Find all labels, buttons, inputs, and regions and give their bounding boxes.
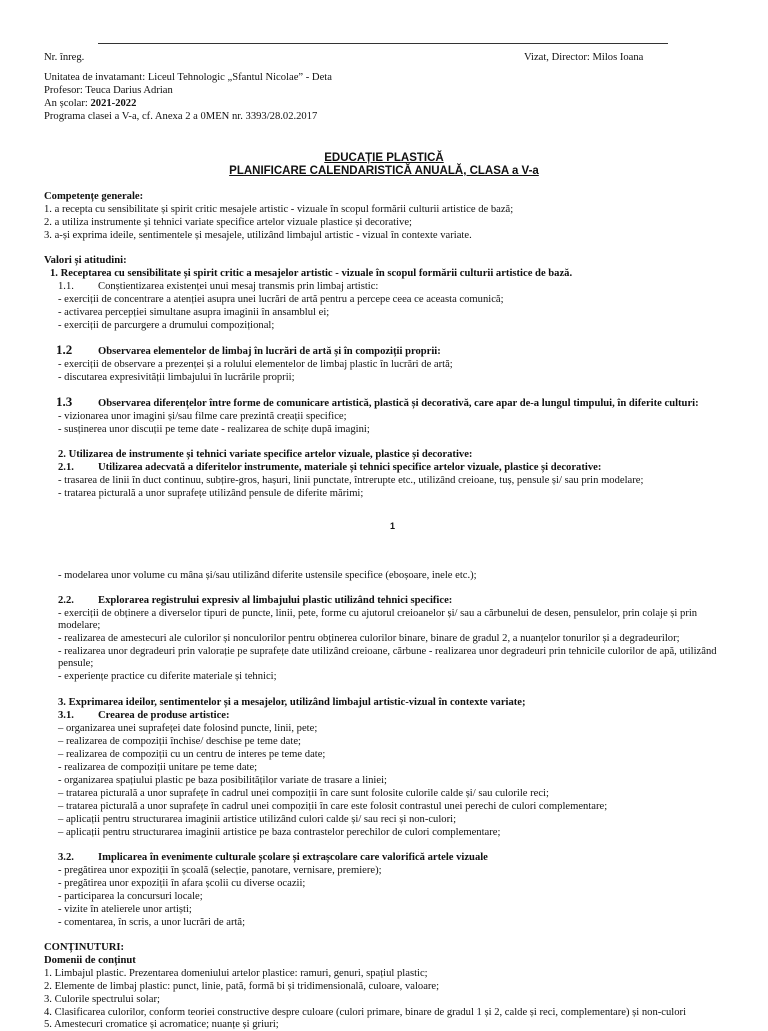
activity-item: – tratarea picturală a unor suprafețe în cadrul unei compoziții în care sunt folosite culorile calde și/ sau culorile reci; (58, 788, 549, 799)
competence-2-title: 2. Utilizarea de instrumente și tehnici variate specifice artelor vizuale, plastice și decorative: (58, 449, 473, 460)
page-number: 1 (390, 521, 396, 531)
competence-item: 2. a utiliza instrumente și tehnici variate specifice artelor vizuale plastice și decorative; (44, 217, 412, 228)
competence-2-1-title: Utilizarea adecvată a diferitelor instrumente, materiale și tehnici specifice artelor vizuale, plastice și decorative: (98, 462, 602, 473)
activity-item: - realizarea unor degradeuri prin valorație pe suprafețe date utilizând creioane, cărbune - realizarea unor degradeuri prin tehnicile culorilor de apă, utilizând (58, 646, 717, 657)
school-year-label: An școlar: (44, 98, 91, 109)
activity-item: – tratarea picturală a unor suprafețe în cadrul unei compoziții în care este folosit contrastul unei perechi de culori complementare; (58, 801, 608, 812)
activity-item: - comentarea, în scris, a unor lucrări de artă; (58, 917, 246, 928)
plan-title: PLANIFICARE CALENDARISTICĂ ANUALĂ, CLASA a V-a (229, 165, 539, 177)
activity-item: - discutarea expresivității limbajului în lucrările proprii; (58, 372, 295, 383)
competence-2-1-number: 2.1. (58, 462, 74, 473)
continuturi-heading: CONȚINUTURI: (44, 942, 125, 953)
competence-3-2-number: 3.2. (58, 852, 74, 863)
activity-item: – aplicații pentru structurarea imaginii artistice utilizând culori calde și/ sau reci și non-culori; (58, 814, 457, 825)
competence-1-3-number: 1.3 (56, 394, 73, 409)
registration-number: Nr. înreg. (44, 52, 85, 63)
school-unit: Unitatea de invatamant: Liceul Tehnologic „Sfantul Nicolae” - Deta (44, 72, 332, 83)
school-year-value: 2021-2022 (90, 98, 137, 109)
competence-3-1-number: 3.1. (58, 710, 74, 721)
activity-item: - realizarea de amestecuri ale culorilor și nonculorilor pentru obținerea culorilor binare, binare de gradul 2, a nuanțelor tonurilor și a degradeurilor; (58, 633, 680, 644)
director-approval: Vizat, Director: Milos Ioana (524, 52, 644, 63)
activity-item: – realizarea de compoziții închise/ deschise pe teme date; (58, 736, 301, 747)
content-domains-heading: Domenii de conținut (44, 955, 136, 966)
activity-item: - exerciții de obținere a diverselor tipuri de puncte, linii, pete, forme cu ajutorul creioanelor și/ sau a cărbunelui de desen, pensulelor, prin colaje și prin (58, 608, 698, 619)
competence-item: 1. a recepta cu sensibilitate și spirit critic mesajele artistic - vizuale în scopul formării culturii artistice de bază; (44, 204, 514, 215)
activity-item: - exerciții de observare a prezenței și a rolului elementelor de limbaj plastic în lucrări de artă; (58, 359, 453, 370)
activity-item: - modelarea unor volume cu mâna și/sau utilizând diferite ustensile specifice (eboșoare, inele etc.); (58, 570, 477, 581)
activity-item: - exerciții de parcurgere a drumului compozițional; (58, 320, 275, 331)
activity-item: - pregătirea unor expoziții în afara școlii cu diverse ocazii; (58, 878, 306, 889)
activity-item: modelare; (58, 620, 101, 631)
competence-1-title: 1. Receptarea cu sensibilitate și spirit critic a mesajelor artistic - vizuale în scopul formării culturii artistice de bază. (50, 268, 573, 279)
activity-item: - trasarea de linii în duct continuu, subțire-gros, hașuri, linii punctate, întrerupte etc., utilizând creioane, tuș, pensule și/ sau prin modelare; (58, 475, 644, 486)
activity-item: - organizarea spațiului plastic pe baza posibilităților variate de trasare a liniei; (58, 775, 387, 786)
competence-3-2-title: Implicarea în evenimente culturale școlare și extrașcolare care valorifică artele vizuale (98, 852, 488, 863)
competence-1-2-title: Observarea elementelor de limbaj în lucrări de artă și în compoziții proprii: (98, 346, 441, 357)
school-year (44, 98, 136, 110)
activity-item: - pregătirea unor expoziții în școală (selecție, panotare, vernisare, premiere); (58, 865, 382, 876)
valori-heading: Valori și atitudini: (44, 255, 127, 266)
competence-2-2-title: Explorarea registrului expresiv al limbajului plastic utilizând tehnici specifice: (98, 595, 453, 606)
activity-item: - tratarea picturală a unor suprafețe utilizând pensule de diferite mărimi; (58, 488, 364, 499)
subject-title: EDUCAȚIE PLASTICĂ (324, 152, 444, 164)
curriculum-reference: Programa clasei a V-a, cf. Anexa 2 a 0MEN nr. 3393/28.02.2017 (44, 111, 318, 122)
activity-item: – organizarea unei suprafeței date folosind puncte, linii, pete; (58, 723, 318, 734)
content-item: 5. Amestecuri cromatice și acromatice; nuanțe și griuri; (44, 1019, 279, 1030)
activity-item: - susținerea unor discuții pe teme date - realizarea de schițe după imagini; (58, 424, 370, 435)
activity-item: - realizarea de compoziții unitare pe teme date; (58, 762, 258, 773)
activity-item: - activarea percepției simultane asupra imaginii în ansamblul ei; (58, 307, 330, 318)
content-item: 4. Clasificarea culorilor, conform teoriei constructive despre culoare (culori primare, binare de gradul 1 și 2, calde și reci, complementare) și non-culori (44, 1007, 687, 1018)
activity-item: - participarea la concursuri locale; (58, 891, 203, 902)
activity-item: – realizarea de compoziții cu un centru de interes pe teme date; (58, 749, 326, 760)
competence-2-2-number: 2.2. (58, 595, 74, 606)
competence-3-1-title: Crearea de produse artistice: (98, 710, 230, 721)
activity-item: - experiențe practice cu diferite materiale și tehnici; (58, 671, 277, 682)
competence-3-title: 3. Exprimarea ideilor, sentimentelor și a mesajelor, utilizând limbajul artistic-vizual în contexte variate; (58, 697, 526, 708)
content-item: 1. Limbajul plastic. Prezentarea domeniului artelor plastice: ramuri, genuri, spațiul plastic; (44, 968, 428, 979)
activity-item: - vizionarea unor imagini și/sau filme care prezintă creații specifice; (58, 411, 347, 422)
competence-1-1-title: Conștientizarea existenței unui mesaj transmis prin limbaj artistic: (98, 281, 379, 292)
top-rule (98, 43, 668, 44)
activity-item: - vizite în atelierele unor artiști; (58, 904, 192, 915)
competence-1-1-number: 1.1. (58, 281, 74, 292)
teacher-name: Profesor: Teuca Darius Adrian (44, 85, 173, 96)
activity-item: - exerciții de concentrare a atenției asupra unei lucrări de artă pentru a percepe ceea ce aceasta comunică; (58, 294, 504, 305)
competence-item: 3. a-și exprima ideile, sentimentele și mesajele, utilizând limbajul artistic - vizual în contexte variate. (44, 230, 472, 241)
competence-1-3-title: Observarea diferențelor între forme de comunicare artistică, plastică și decorativă, care apar de-a lungul timpului, în diferite culturi: (98, 398, 699, 409)
activity-item: – aplicații pentru structurarea imaginii artistice pe baza contrastelor perechilor de culori complementare; (58, 827, 501, 838)
activity-item: pensule; (58, 658, 94, 669)
content-item: 3. Culorile spectrului solar; (44, 994, 160, 1005)
competente-heading: Competențe generale: (44, 191, 144, 202)
competence-1-2-number: 1.2 (56, 342, 73, 357)
content-item: 2. Elemente de limbaj plastic: punct, linie, pată, formă bi și tridimensională, culoare, valoare; (44, 981, 440, 992)
